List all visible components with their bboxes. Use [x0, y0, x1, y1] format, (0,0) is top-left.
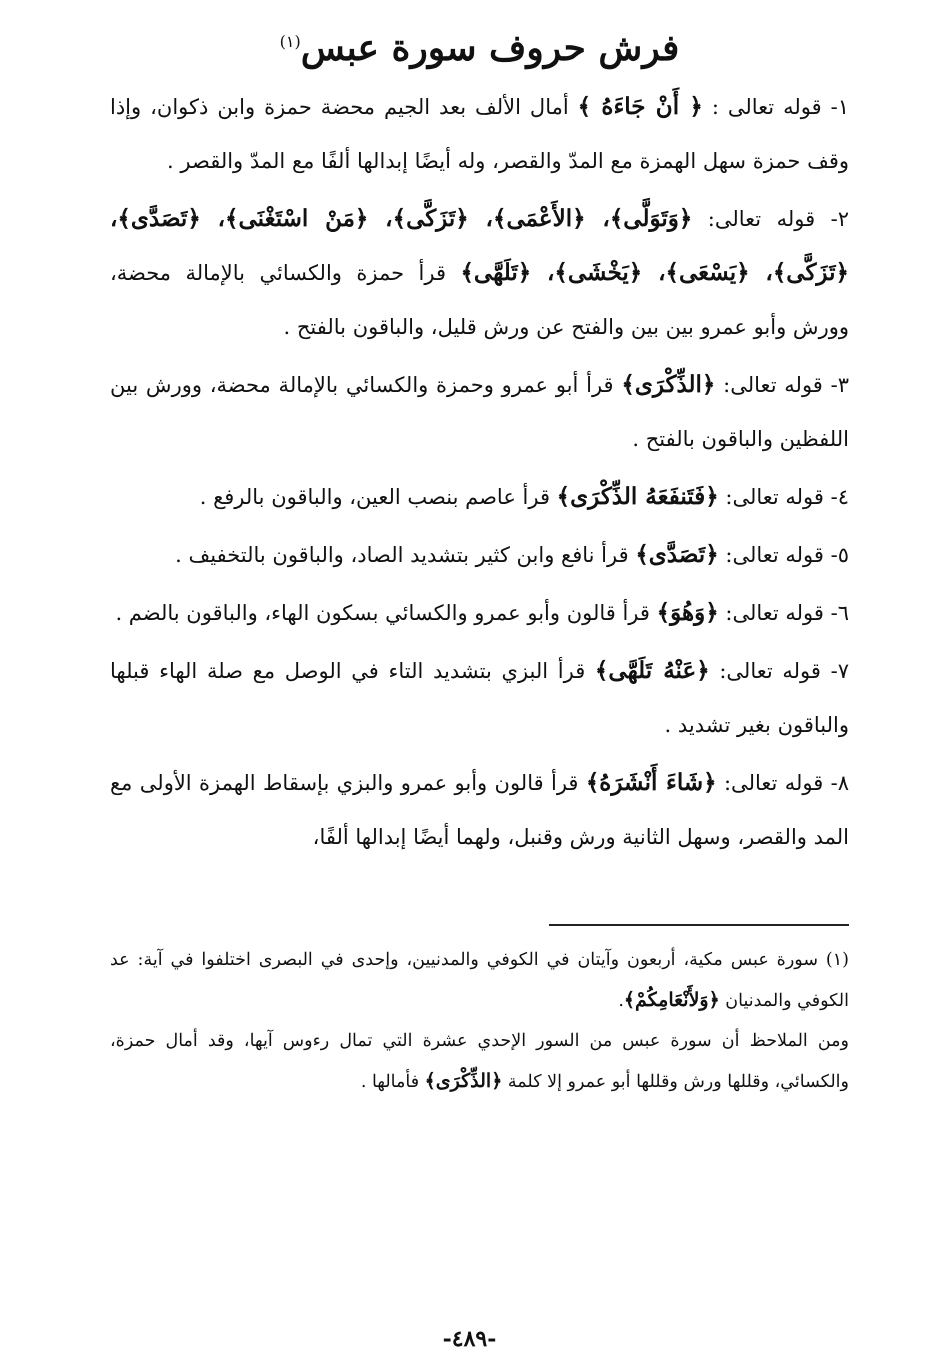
para-lead: ٣- قوله تعالى: [715, 373, 849, 397]
paragraph-5 [110, 528, 849, 582]
para-lead: ٦- قوله تعالى: [718, 601, 849, 625]
para-lead: ٥- قوله تعالى: [718, 543, 849, 567]
page-number: -٤٨٩- [442, 1326, 497, 1352]
para-lead: ٨- قوله تعالى: [716, 771, 849, 795]
para-text: أمال الألف بعد الجيم محضة حمزة وابن ذكوان، وإذا وقف حمزة سهل الهمزة مع المدّ والقصر، وله أيضًا إبدالها ألفًا مع المدّ والقصر . [110, 95, 849, 173]
paragraph-3 [110, 358, 849, 466]
quran-word: ﴿وَهُوَ﴾ [656, 599, 719, 626]
footnote-2 [110, 1021, 849, 1102]
footnote-text: ومن الملاحظ أن سورة عبس من السور الإحدي عشرة التي تمال رءوس آيها، وقد أمال حمزة، والكسائي، وقللها ورش وقللها أبو عمرو إلا كلمة [110, 1031, 849, 1092]
para-text: قرأ نافع وابن كثير بتشديد الصاد، والباقون بالتخفيف . [175, 543, 636, 567]
footnote-separator [549, 924, 849, 926]
para-lead: ٤- قوله تعالى: [718, 485, 849, 509]
para-text: قرأ حمزة والكسائي بالإمالة محضة، وورش وأبو عمرو بين بين والفتح عن ورش قليل، والباقون بالفتح . [110, 261, 849, 339]
quran-word: ﴿فَتَنفَعَهُ الذِّكْرَى﴾ [556, 483, 719, 510]
quran-word: ﴿الذِّكْرَى﴾ [424, 1070, 503, 1092]
quran-word: ﴿وَتَوَلَّى﴾، ﴿الأَعْمَى﴾، ﴿تَزَكَّى﴾، ﴿مَنْ اسْتَغْنَى﴾، ﴿تَصَدَّى﴾، ﴿تَزَكَّى﴾، ﴿يَسْعَى﴾، ﴿يَخْشَى﴾، ﴿تَلَهَّى﴾ [110, 205, 849, 286]
footnote-text-end: . [618, 991, 624, 1011]
quran-word: ﴿الذِّكْرَى﴾ [621, 371, 716, 398]
quran-word: ﴿تَصَدَّى﴾ [635, 541, 719, 568]
page-title [110, 14, 849, 76]
paragraph-7 [110, 644, 849, 752]
para-text: قرأ قالون وأبو عمرو والبزي بإسقاط الهمزة الأولى مع المد والقصر، وسهل الثانية ورش وقنبل، ولهما أيضًا إبدالها ألفًا، [110, 771, 849, 849]
title-text: فرش حروف سورة عبس [300, 27, 680, 69]
para-lead: ٧- قوله تعالى: [709, 659, 849, 683]
title-footnote-marker: (١) [279, 32, 301, 51]
para-text: قرأ البزي بتشديد التاء في الوصل مع صلة الهاء قبلها والباقون بغير تشديد . [110, 659, 849, 737]
paragraph-6 [110, 586, 849, 640]
paragraph-8 [110, 756, 849, 864]
para-text: قرأ قالون وأبو عمرو والكسائي بسكون الهاء، والباقون بالضم . [115, 601, 657, 625]
quran-word: ﴿ أَنْ جَاءَهُ ﴾ [577, 93, 703, 120]
quran-word: ﴿وَلأَنْعَامِكُمْ﴾ [623, 989, 720, 1011]
para-text: قرأ أبو عمرو وحمزة والكسائي بالإمالة محضة، وورش بين اللفظين والباقون بالفتح . [110, 373, 849, 451]
quran-word: ﴿عَنْهُ تَلَهَّى﴾ [594, 657, 710, 684]
footnote-1 [110, 940, 849, 1021]
para-lead: ٢- قوله تعالى: [692, 207, 849, 231]
paragraph-1 [110, 80, 849, 188]
para-text: قرأ عاصم بنصب العين، والباقون بالرفع . [199, 485, 557, 509]
para-lead: ١- قوله تعالى : [702, 95, 849, 119]
paragraph-4 [110, 470, 849, 524]
paragraph-2 [110, 192, 849, 354]
footnote-text: (١) سورة عبس مكية، أربعون وآيتان في الكوفي والمدنيين، وإحدى في البصرى اختلفوا في آية: عد الكوفي والمدنيان [110, 950, 849, 1011]
footnote-text-end: فأمالها . [360, 1072, 425, 1092]
quran-word: ﴿شَاءَ أَنْشَرَهُ﴾ [585, 769, 717, 796]
